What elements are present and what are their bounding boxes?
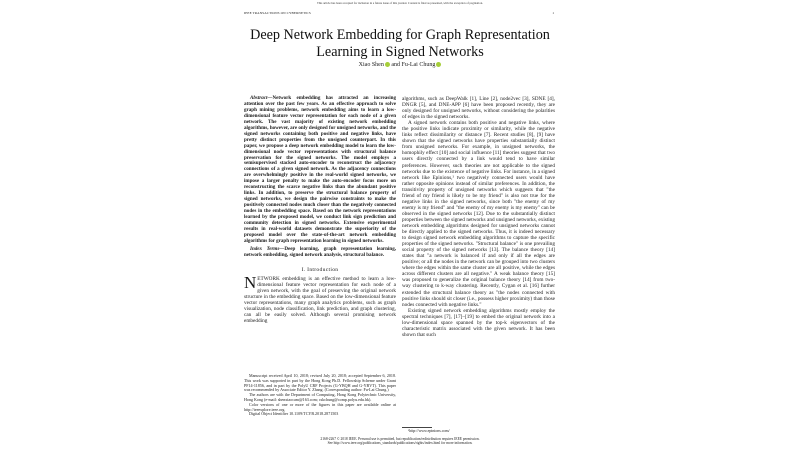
left-margin [0, 0, 238, 450]
abstract-label: Abstract— [250, 95, 273, 101]
footnote-url[interactable]: ¹http://www.epinions.com/ [408, 429, 450, 433]
left-column [244, 96, 396, 324]
index-terms-text: Deep learning, graph representation learning, network embedding, signed network analysis, structural balance. [244, 245, 396, 258]
footnotes [244, 374, 396, 417]
footnote: Manuscript received April 10, 2018; revised July 20, 2018; accepted September 6, 2018. This work was supported in part by the Hong Kong Ph.D. Fellowship Scheme under Grant PF14-11856, and in part by the PolyU CRF Projects (G-YBQH and G-YBVT). This paper was recommended by Associate Editor Y. Zhang. (Corresponding author: Fu-Lai Chung.) [244, 373, 396, 393]
right-margin [562, 0, 800, 450]
abstract-text: Network embedding has attracted an increasing attention over the past few years. As an effective approach to solve graph mining problems, network embedding aims to learn a low-dimensional feature vector representation for each node of a given network. The vast majority of existing network embedding algorithms, however, are only designed for unsigned networks, and the signed networks containing both positive and negative links, have pretty distinct properties from the unsigned counterpart. In this paper, we propose a deep network embedding model to learn the low-dimensional node vector representations with structural balance preservation for the signed networks. The model employs a semisupervised stacked auto-encoder to reconstruct the adjacency connections of a given signed network. As the adjacency connections are overwhelmingly positive in the real-world signed networks, we impose a larger penalty to make the auto-encoder focus more on reconstructing the scarce negative links than the abundant positive links. In addition, to preserve the structural balance property of signed networks, we design the pairwise constraints to make the positively connected nodes much closer than the negatively connected nodes in the embedding space. Based on the network representations learned by the proposed model, we conduct link sign prediction and community detection in signed networks. Extensive experimental results in real-world datasets demonstrate the superiority of the proposed model over the state-of-the-art network embedding algorithms for graph representation learning in signed networks. [244, 95, 396, 244]
intro-text: embedding is an effective method to learn a low-dimensional feature vector representation for each node of a given network, with the goal of preserving the original network structure in the embedding space. Based on the low-dimensional feature vector representations, many graph analytics problems, such as graph visualization, node classification, link prediction, and graph clustering, can all be easily solved. Although several promising network embedding [244, 275, 396, 325]
footnote: Digital Object Identifier 10.1109/TCYB.2018.2871503 [249, 411, 339, 417]
drop-cap: N [244, 272, 257, 292]
intro-paragraph [244, 272, 396, 325]
section-heading: I. Introduction [301, 266, 339, 273]
footnote: The authors are with the Department of Computing, Hong Kong Polytechnic University, Hong Kong (e-mail: shenxiaocam@163.com; cskchung@comp.polyu.edu.hk). [244, 392, 396, 402]
copyright-notice [238, 437, 562, 446]
author-name[interactable]: Xiao Shen [358, 62, 384, 68]
copyright-line: 2168-2267 © 2018 IEEE. Personal use is permitted, but republication/redistribution requires IEEE permission. [320, 437, 480, 441]
page-number: 1 [552, 11, 554, 15]
author-conjunction: and [391, 62, 400, 68]
author-line [238, 62, 562, 68]
body-paragraph: A signed network contains both positive and negative links, where the positive links indicate proximity or similarity, while the negative links reflect dissimilarity or distance [7]. Recent studies [8], [9] have shown that the signed networks have properties substantially distinct from unsigned networks. For example, in unsigned networks, the homophily effect [10] and social influence [11] theories suggest that two users directly connected by a link would tend to have similar preferences. However, such theories are not applicable to the signed networks due to the existence of negative links. For instance, in a signed network like Epinions,¹ two negatively connected users would have rather opposite opinions instead of similar preferences. In addition, the transitivity property of unsigned networks which suggests that "the friend of my friend is likely to be my friend" is also not true for the negative links in the signed networks, since both "the enemy of my enemy is my friend" and "the enemy of my enemy is my enemy" can be observed in the signed networks [12]. Due to the substantially distinct properties between the signed networks and unsigned networks, existing network embedding algorithms designed for unsigned networks cannot be directly applied to the signed networks. Thus, it is indeed necessary to design signed network embedding algorithms to capture the specific properties of the signed networks. "Structural balance" is one prevailing social property of the signed networks [13]. The balance theory [14] states that "a network is balanced if and only if all the edges are positive; or all the nodes in the network can be grouped into two clusters where the edges within the same cluster are all positive, while the edges across different clusters are all negative." A weak balance theory [15] was proposed to generalize the original balance theory [14] from two-way clustering to k-way clustering. Recently, Cygan et al. [16] further extended the structural balance theory as "the nodes connected with positive links should sit closer (i.e., possess higher proximity) than those nodes connected with negative links." [402, 120, 555, 308]
abstract [244, 96, 396, 245]
body-paragraph: algorithms, such as DeepWalk [1], Line [2], node2vec [3], SDNE [4], DNGR [5], and DNE-APP [6] have been proposed recently, they are only designed for unsigned networks, without considering the polarities of edges in the signed networks. [402, 96, 555, 121]
copyright-line: See http://www.ieee.org/publications_standards/publications/rights/index.html for more information. [327, 441, 473, 446]
orcid-icon[interactable] [385, 62, 390, 67]
paper-page [238, 0, 562, 450]
body-paragraph: Existing signed network embedding algorithms mostly employ the spectral techniques [7], [17]–[19] to embed the original network into a low-dimensional space spanned by the top-k eigenvectors of the characteristic matrix associated with the given network. It has been shown that such [402, 307, 555, 338]
right-column [402, 96, 555, 338]
running-head: IEEE TRANSACTIONS ON CYBERNETICS [244, 11, 311, 15]
paper-title: Deep Network Embedding for Graph Representation Learning in Signed Networks [250, 27, 550, 60]
index-terms-label: Index Terms— [250, 245, 285, 252]
author-name[interactable]: Fu-Lai Chung [401, 62, 436, 68]
orcid-icon[interactable] [436, 62, 441, 67]
index-terms [244, 247, 396, 259]
acceptance-notice: This article has been accepted for inclusion in a future issue of this journal. Content is final as presented, with the exception of pagination. [317, 1, 483, 5]
intro-first-word: ETWORK [257, 275, 280, 282]
footnote: Color versions of one or more of the figures in this paper are available online at http://ieeexplore.ieee.org. [244, 401, 396, 412]
footnote-rule [402, 427, 432, 428]
